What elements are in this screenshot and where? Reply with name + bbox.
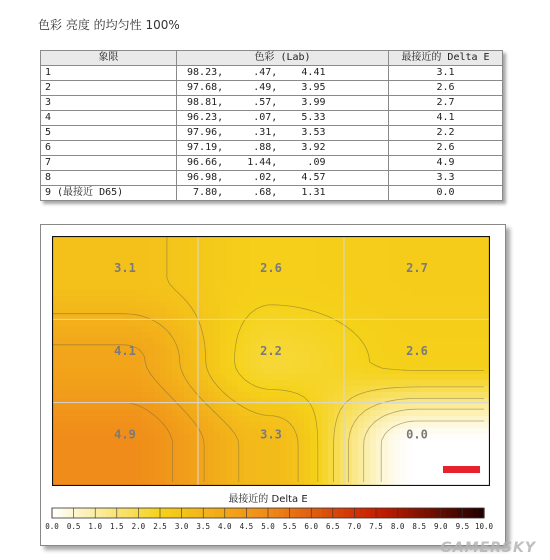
quadrant-cell: 5 <box>41 126 177 141</box>
table-row <box>41 66 503 81</box>
colorbar-tick-label: 2.0 <box>131 522 146 531</box>
reference-marker <box>443 466 480 473</box>
quadrant-cell: 1 <box>41 66 177 81</box>
lab-value-cell: 96.98, .02, 4.57 <box>177 171 389 186</box>
quadrant-cell: 8 <box>41 171 177 186</box>
colorbar-tick-label: 7.5 <box>369 522 383 531</box>
uniformity-heatmap <box>52 236 490 486</box>
delta-e-cell: 2.2 <box>389 126 503 141</box>
colorbar-tick-label: 5.0 <box>261 522 275 531</box>
table-row <box>41 171 503 186</box>
lab-value-cell: 97.19, .88, 3.92 <box>177 141 389 156</box>
lab-uniformity-table <box>40 50 503 201</box>
delta-e-cell: 2.7 <box>389 96 503 111</box>
colorbar-tick-label: 2.5 <box>153 522 167 531</box>
cell-value-label: 4.9 <box>114 427 136 442</box>
cell-value-label: 2.2 <box>260 344 282 359</box>
quadrant-cell: 7 <box>41 156 177 171</box>
column-header-delta-e: 最接近的 Delta E <box>389 51 503 66</box>
cell-value-label: 4.1 <box>114 344 136 359</box>
colorbar-tick-label: 5.5 <box>282 522 297 531</box>
cell-value-label: 3.1 <box>114 260 136 275</box>
delta-e-cell: 4.1 <box>389 111 503 126</box>
column-header-quadrant: 象限 <box>41 51 177 66</box>
lab-value-cell: 7.80, .68, 1.31 <box>177 186 389 201</box>
colorbar-tick-label: 6.5 <box>326 522 340 531</box>
table-row <box>41 186 503 201</box>
table-row <box>41 156 503 171</box>
quadrant-cell: 2 <box>41 81 177 96</box>
table-row <box>41 126 503 141</box>
lab-value-cell: 96.23, .07, 5.33 <box>177 111 389 126</box>
delta-e-colorbar <box>44 490 494 540</box>
colorbar-tick-label: 10.0 <box>474 522 494 531</box>
table-header-row <box>41 51 503 66</box>
cell-value-label: 2.6 <box>260 260 282 275</box>
colorbar-tick-label: 1.5 <box>110 522 124 531</box>
colorbar-tick-label: 6.0 <box>304 522 318 531</box>
colorbar-tick-label: 8.5 <box>412 522 426 531</box>
delta-e-cell: 2.6 <box>389 81 503 96</box>
colorbar-tick-label: 0.0 <box>45 522 59 531</box>
quadrant-cell: 6 <box>41 141 177 156</box>
colorbar-tick-label: 0.5 <box>66 522 81 531</box>
quadrant-cell: 4 <box>41 111 177 126</box>
delta-e-cell: 4.9 <box>389 156 503 171</box>
cell-value-label: 0.0 <box>406 427 428 442</box>
colorbar-tick-label: 3.5 <box>196 522 210 531</box>
lab-value-cell: 97.96, .31, 3.53 <box>177 126 389 141</box>
table-row <box>41 81 503 96</box>
colorbar-label: 最接近的 Delta E <box>228 494 308 505</box>
lab-value-cell: 98.23, .47, 4.41 <box>177 66 389 81</box>
delta-e-cell: 2.6 <box>389 141 503 156</box>
colorbar-tick-label: 1.0 <box>88 522 102 531</box>
column-header-lab: 色彩 (Lab) <box>177 51 389 66</box>
cell-value-label: 2.6 <box>406 344 428 359</box>
delta-e-cell: 0.0 <box>389 186 503 201</box>
watermark: GAMERSKY <box>440 540 536 556</box>
table-row <box>41 141 503 156</box>
cell-value-label: 3.3 <box>260 427 282 442</box>
colorbar-tick-label: 8.0 <box>390 522 405 531</box>
delta-e-cell: 3.3 <box>389 171 503 186</box>
colorbar-tick-label: 9.5 <box>455 522 470 531</box>
quadrant-cell: 9 (最接近 D65) <box>41 186 177 201</box>
table-row <box>41 96 503 111</box>
quadrant-cell: 3 <box>41 96 177 111</box>
table-row <box>41 111 503 126</box>
lab-value-cell: 97.68, .49, 3.95 <box>177 81 389 96</box>
colorbar-tick-label: 4.0 <box>218 522 232 531</box>
colorbar-tick-label: 7.0 <box>347 522 362 531</box>
colorbar-tick-label: 3.0 <box>174 522 189 531</box>
colorbar-tick-label: 4.5 <box>239 522 254 531</box>
lab-value-cell: 98.81, .57, 3.99 <box>177 96 389 111</box>
page-title: 色彩 亮度 的均匀性 100% <box>38 18 180 32</box>
delta-e-cell: 3.1 <box>389 66 503 81</box>
cell-value-label: 2.7 <box>406 260 428 275</box>
colorbar-tick-label: 9.0 <box>434 522 448 531</box>
lab-value-cell: 96.66, 1.44, .09 <box>177 156 389 171</box>
